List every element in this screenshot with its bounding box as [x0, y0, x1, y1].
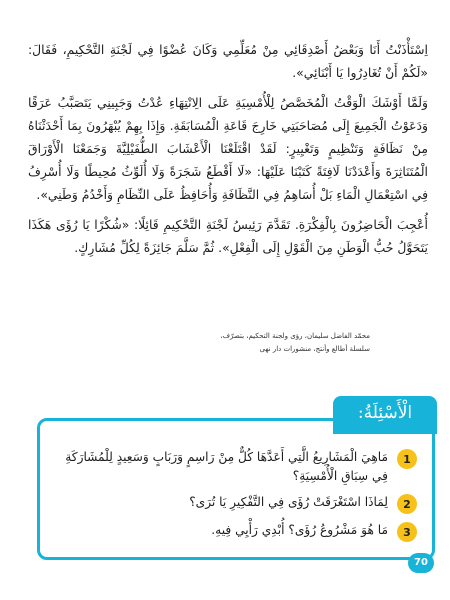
story-text: [28, 38, 428, 266]
questions-list: [52, 448, 417, 549]
question-number-badge: 3: [397, 522, 417, 542]
source-citation: [150, 330, 370, 356]
question-text: مَا هُوَ مَشْرُوعُ رُؤَى؟ أُبْدِي رَأْيِي فِيهِ.: [211, 523, 388, 537]
question-number-badge: 2: [397, 494, 417, 514]
page-number: 70: [408, 553, 434, 573]
source-line-2: سلسلة أطالع وأنتج، منشورات دار نهى: [259, 345, 370, 353]
source-line-1: محمّد الفاضل سليمان، رؤى ولجنة التحكيم، بتصرّف،: [220, 332, 370, 340]
question-item-2: [52, 493, 417, 514]
question-item-1: [52, 448, 417, 486]
story-paragraph-2: وَلَمَّا أَوْشَكَ الْوَقْتُ الْمُخَصَّصُ لِلْأُمْسِيَةِ عَلَى الِانْتِهَاءِ عُدْتُ وَجَبِينِي يَتَصَبَّبُ عَرَقًا وَدَعَوْتُ الْجَمِيعَ إِلَى مُصَاحَبَتِي خَارِجَ قَاعَةِ الْمُسَابَقَةِ. وَإِذَا بِهِمْ يُبْهَرُونَ بِمَا أَحْدَثْنَاهُ مِنْ نَظَافَةٍ وَتَنْظِيمٍ وَتَغْيِيرٍ: لَقَدْ اقْتَلَعْنَا الْأَعْشَابَ الطُّفَيْلِيَّةَ وَجَمَعْنَا الْأَوْرَاقَ الْمُتَنَاثِرَةَ وَأَعْدَدْنَا لَافِتَةً كَتَبْنَا عَلَيْهَا: «لَا أَقْطَعُ شَجَرَةً وَلَا أُلَوِّثُ مُحِيطًا وَلَا أُسْرِفُ فِي اسْتِعْمَالِ الْمَاءِ بَلْ أُسَاهِمُ فِي النَّظَافَةِ وَأُحَافِظُ عَلَى النِّظَامِ وَأَخْدُمُ وَطَنِي».: [28, 95, 428, 202]
question-number-badge: 1: [397, 449, 417, 469]
question-item-3: [52, 521, 417, 542]
story-paragraph-3: أُعْجِبَ الْحَاضِرُونَ بِالْفِكْرَةِ. تَقَدَّمَ رَئِيسُ لَجْنَةِ التَّحْكِيمِ قَائِلًا: «شُكْرًا يَا رُؤَى هَكَذَا يَتَحَوَّلُ حُبُّ الْوَطَنِ مِنَ الْقَوْلِ إِلَى الْفِعْلِ». ثُمَّ سَلَّمَ جَائِزَةً لِكُلِّ مُشَارِكٍ.: [28, 217, 428, 255]
questions-title: الْأَسْئِلَةُ:: [333, 396, 437, 434]
question-text: لِمَاذَا اسْتَغْرَقَتْ رُؤَى فِي التَّفْكِيرِ يَا تُرَى؟: [189, 495, 388, 509]
question-text: مَاهِيَ الْمَشَارِيعُ الَّتِي أَعَدَّهَا كُلٌّ مِنْ رَاسِمٍ وَرَبَابٍ وَسَعِيدٍ لِلْمُشَارَكَةِ فِي سِبَاقِ الْأُمْسِيَةِ؟: [65, 450, 388, 483]
story-paragraph-1: اِسْتَأْذَنْتُ أَنَا وَبَعْضُ أَصْدِقَائِي مِنْ مُعَلِّمِي وَكَانَ عُضْوًا فِي لَجْنَةِ التَّحْكِيمِ، فَقَالَ: «لَكُمْ أَنْ تُغَادِرُوا يَا أَبْنَائِي».: [28, 42, 428, 80]
